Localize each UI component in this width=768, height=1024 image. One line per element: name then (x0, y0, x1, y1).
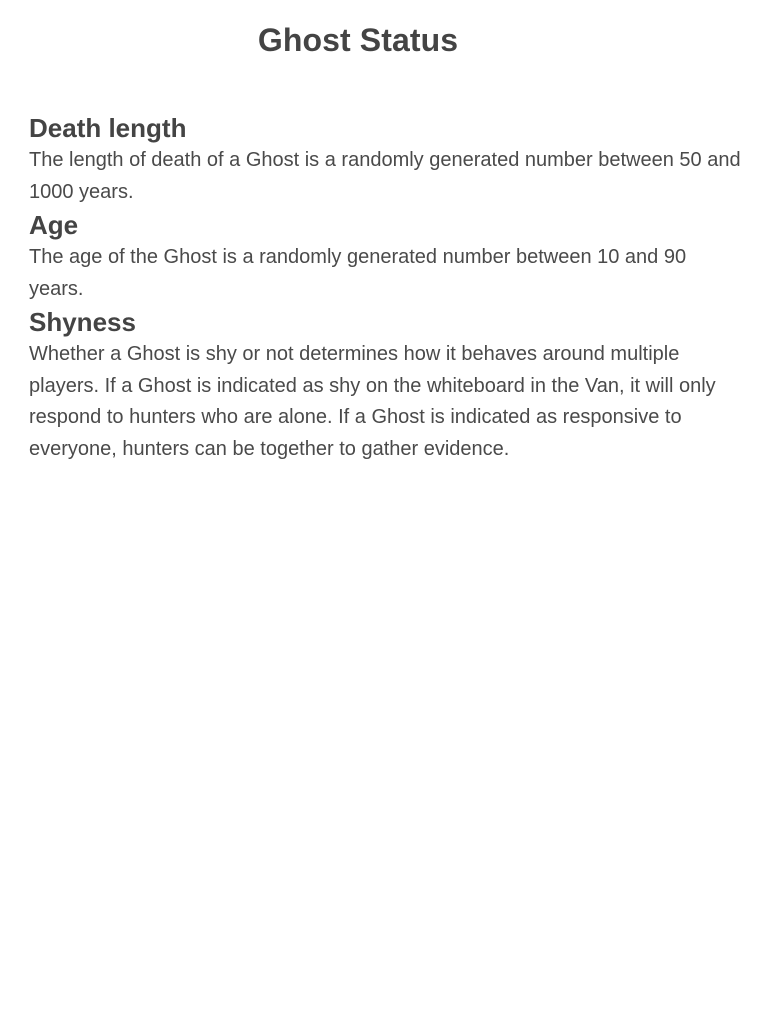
section-heading-death-length: Death length (29, 113, 187, 143)
section-shyness (29, 305, 744, 465)
section-age (29, 208, 744, 305)
page-title: Ghost Status (257, 22, 459, 58)
section-death-length (29, 111, 744, 208)
section-body-death-length: The length of death of a Ghost is a randomly generated number between 50 and 1000 years. (29, 149, 741, 203)
section-body-shyness: Whether a Ghost is shy or not determines how it behaves around multiple players. If a Ghost is indicated as shy on the whiteboard in the Van, it will only respond to hunters who are alone. If a Ghost is indicated as responsive to everyone, hunters can be together to gather evidence. (29, 343, 716, 460)
section-heading-shyness: Shyness (29, 307, 136, 337)
section-heading-age: Age (29, 210, 79, 240)
content-sections (29, 111, 744, 465)
section-body-age: The age of the Ghost is a randomly generated number between 10 and 90 years. (29, 246, 687, 300)
